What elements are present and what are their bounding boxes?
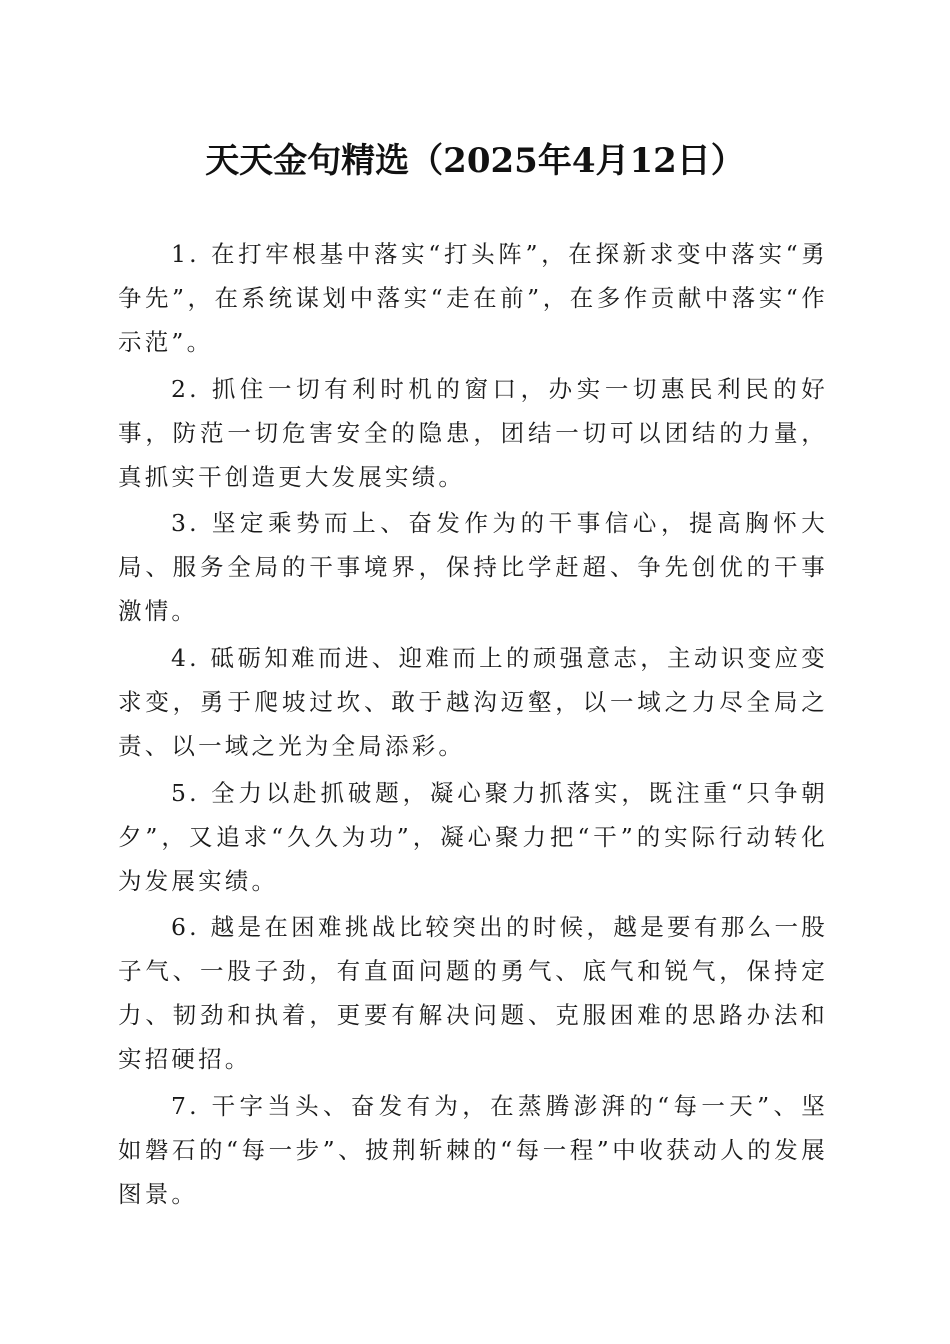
paragraph-5: 5. 全力以赴抓破题，凝心聚力抓落实，既注重“只争朝夕”，又追求“久久为功”，凝心聚力把“干”的实际行动转化为发展实绩。 — [118, 778, 828, 895]
paragraph-1: 1. 在打牢根基中落实“打头阵”，在探新求变中落实“勇争先”，在系统谋划中落实“走在前”，在多作贡献中落实“作示范”。 — [118, 240, 828, 356]
document-body — [118, 232, 828, 1219]
paragraph-2: 2. 抓住一切有利时机的窗口，办实一切惠民利民的好事，防范一切危害安全的隐患，团结一切可以团结的力量，真抓实干创造更大发展实绩。 — [118, 374, 828, 491]
paragraph-7: 7. 干字当头、奋发有为，在蒸腾澎湃的“每一天”、坚如磐石的“每一步”、披荆斩棘的“每一程”中收获动人的发展图景。 — [118, 1092, 828, 1209]
document-title: 天天金句精选（2025年4月12日） — [205, 141, 745, 181]
paragraph-3: 3. 坚定乘势而上、奋发作为的干事信心，提高胸怀大局、服务全局的干事境界，保持比学赶超、争先创优的干事激情。 — [118, 509, 828, 626]
paragraph-4: 4. 砥砺知难而进、迎难而上的顽强意志，主动识变应变求变，勇于爬坡过坎、敢于越沟迈壑，以一域之力尽全局之责、以一域之光为全局添彩。 — [118, 644, 828, 761]
paragraph-6: 6. 越是在困难挑战比较突出的时候，越是要有那么一股子气、一股子劲，有直面问题的勇气、底气和锐气，保持定力、韧劲和执着，更要有解决问题、克服困难的思路办法和实招硬招。 — [118, 913, 828, 1074]
